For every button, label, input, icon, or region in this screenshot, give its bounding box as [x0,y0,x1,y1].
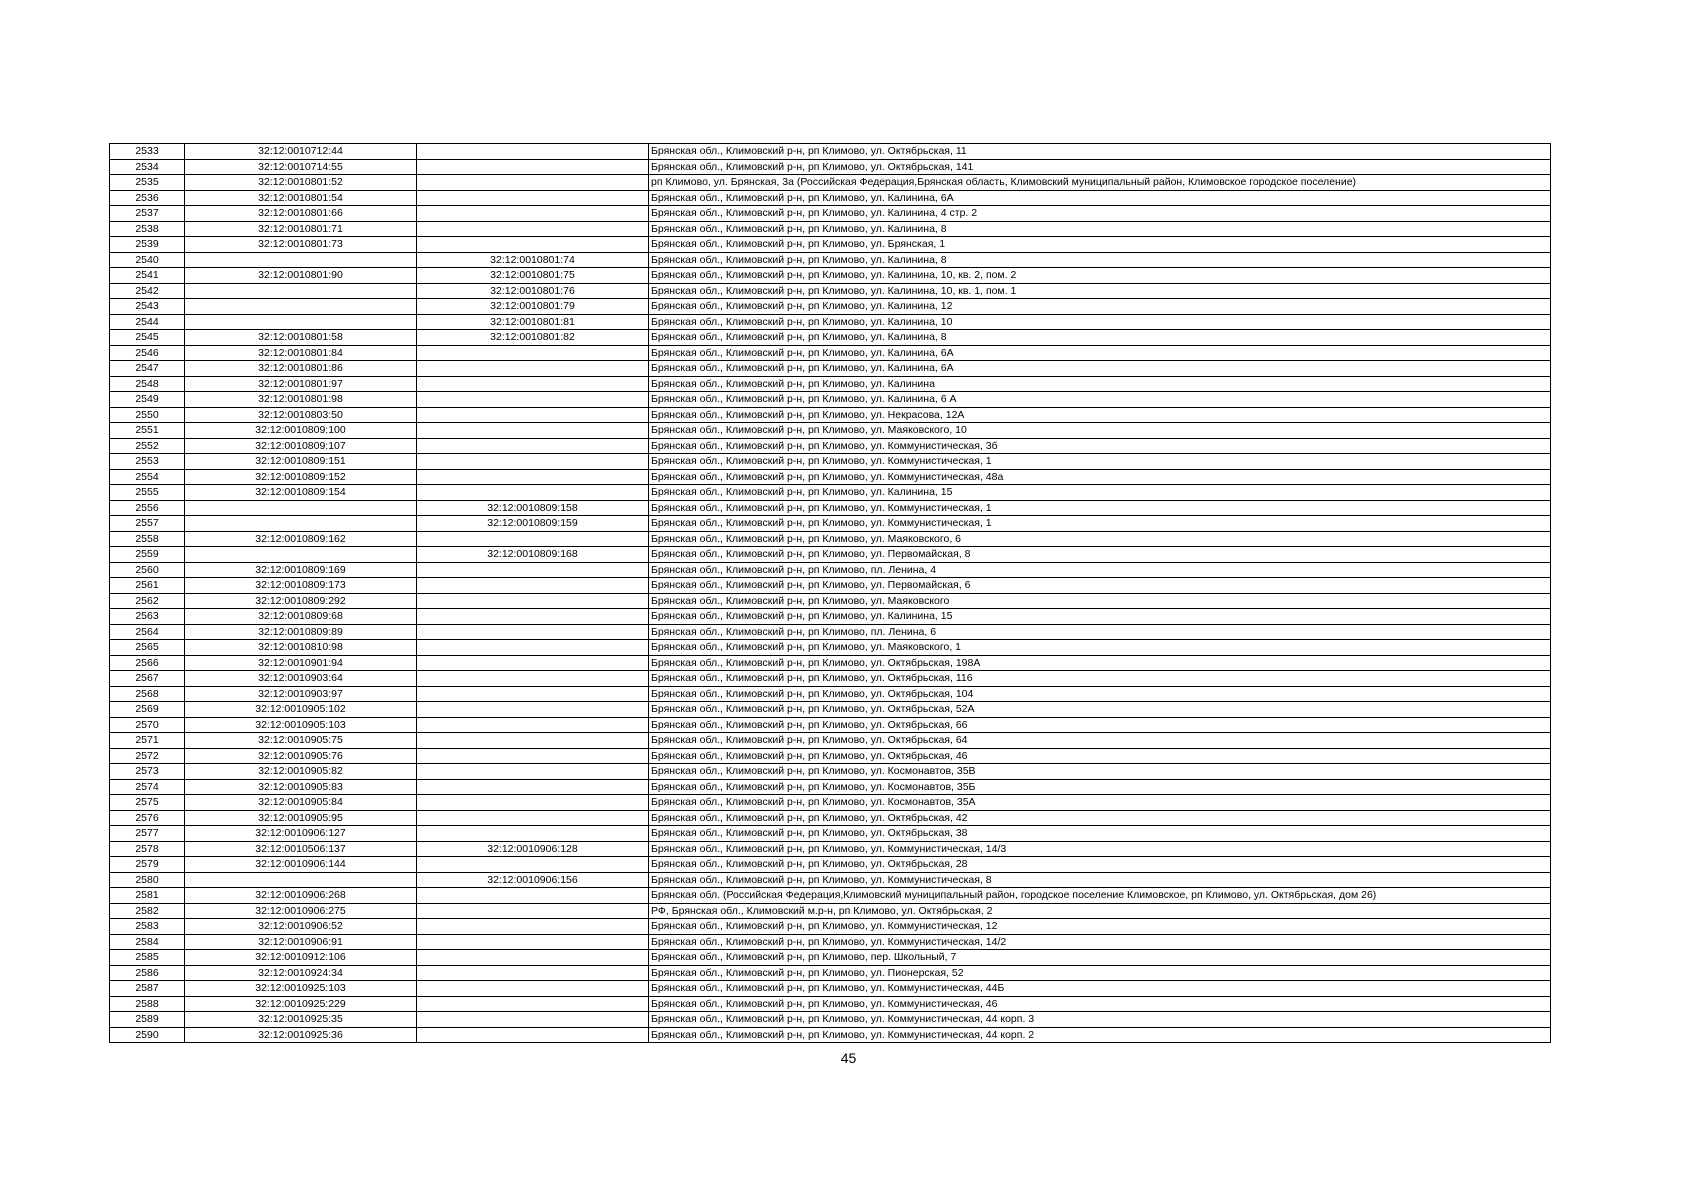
cadastral-number-2-cell [417,562,649,578]
table-row [110,423,1551,439]
row-number-cell: 2574 [110,779,185,795]
cadastral-number-cell: 32:12:0010801:86 [185,361,417,377]
cadastral-number-cell: 32:12:0010801:98 [185,392,417,408]
cadastral-number-cell: 32:12:0010801:54 [185,190,417,206]
table-row [110,624,1551,640]
cadastral-number-2-cell [417,206,649,222]
table-row [110,826,1551,842]
address-cell: Брянская обл., Климовский р-н, рп Климово, пер. Школьный, 7 [649,950,1551,966]
cadastral-number-2-cell [417,717,649,733]
row-number-cell: 2545 [110,330,185,346]
cadastral-number-cell [185,516,417,532]
cadastral-number-2-cell: 32:12:0010801:76 [417,283,649,299]
address-cell: Брянская обл., Климовский р-н, рп Климово, ул. Октябрьская, 38 [649,826,1551,842]
address-cell: Брянская обл., Климовский р-н, рп Климово, ул. Коммунистическая, 48а [649,469,1551,485]
table-row [110,795,1551,811]
table-row [110,175,1551,191]
table-row [110,857,1551,873]
cadastral-number-cell: 32:12:0010809:154 [185,485,417,501]
table-row [110,779,1551,795]
cadastral-number-2-cell [417,423,649,439]
cadastral-number-cell: 32:12:0010924:34 [185,965,417,981]
cadastral-number-cell: 32:12:0010906:127 [185,826,417,842]
cadastral-number-2-cell [417,996,649,1012]
cadastral-number-cell: 32:12:0010906:91 [185,934,417,950]
table-row [110,485,1551,501]
cadastral-number-2-cell [417,764,649,780]
cadastral-number-cell: 32:12:0010925:35 [185,1012,417,1028]
cadastral-number-2-cell [417,190,649,206]
row-number-cell: 2584 [110,934,185,950]
address-cell: Брянская обл., Климовский р-н, рп Климово, ул. Пионерская, 52 [649,965,1551,981]
cadastral-number-cell: 32:12:0010801:90 [185,268,417,284]
address-cell: Брянская обл., Климовский р-н, рп Климово, пл. Ленина, 4 [649,562,1551,578]
address-cell: Брянская обл., Климовский р-н, рп Климово, ул. Коммунистическая, 44 корп. 3 [649,1012,1551,1028]
table-row [110,314,1551,330]
cadastral-number-2-cell [417,578,649,594]
cadastral-number-2-cell [417,609,649,625]
cadastral-number-cell: 32:12:0010809:173 [185,578,417,594]
table-row [110,547,1551,563]
cadastral-number-cell: 32:12:0010809:152 [185,469,417,485]
cadastral-number-2-cell [417,175,649,191]
address-cell: Брянская обл., Климовский р-н, рп Климово, ул. Коммунистическая, 1 [649,500,1551,516]
address-cell: Брянская обл., Климовский р-н, рп Климово, ул. Октябрьская, 64 [649,733,1551,749]
cadastral-number-2-cell [417,826,649,842]
cadastral-number-2-cell: 32:12:0010809:168 [417,547,649,563]
cadastral-number-cell: 32:12:0010925:103 [185,981,417,997]
cadastral-number-2-cell [417,159,649,175]
row-number-cell: 2561 [110,578,185,594]
cadastral-number-2-cell [417,950,649,966]
address-cell: Брянская обл., Климовский р-н, рп Климово, ул. Некрасова, 12А [649,407,1551,423]
cadastral-number-cell: 32:12:0010712:44 [185,144,417,160]
row-number-cell: 2567 [110,671,185,687]
address-cell: РФ, Брянская обл., Климовский м.р-н, рп Климово, ул. Октябрьская, 2 [649,903,1551,919]
table-row [110,640,1551,656]
row-number-cell: 2587 [110,981,185,997]
address-cell: Брянская обл., Климовский р-н, рп Климово, ул. Коммунистическая, 44Б [649,981,1551,997]
address-cell: Брянская обл., Климовский р-н, рп Климово, ул. Октябрьская, 104 [649,686,1551,702]
cadastral-number-cell: 32:12:0010905:83 [185,779,417,795]
row-number-cell: 2551 [110,423,185,439]
row-number-cell: 2579 [110,857,185,873]
table-row [110,516,1551,532]
cadastral-number-cell: 32:12:0010506:137 [185,841,417,857]
row-number-cell: 2573 [110,764,185,780]
table-row [110,888,1551,904]
address-cell: Брянская обл., Климовский р-н, рп Климово, ул. Калинина, 4 стр. 2 [649,206,1551,222]
row-number-cell: 2540 [110,252,185,268]
address-cell: Брянская обл., Климовский р-н, рп Климово, ул. Маяковского, 10 [649,423,1551,439]
table-row [110,748,1551,764]
address-cell: Брянская обл., Климовский р-н, рп Климово, ул. Октябрьская, 11 [649,144,1551,160]
address-cell: Брянская обл., Климовский р-н, рп Климово, ул. Калинина, 15 [649,609,1551,625]
row-number-cell: 2568 [110,686,185,702]
address-cell: Брянская обл., Климовский р-н, рп Климово, ул. Октябрьская, 116 [649,671,1551,687]
property-table [109,143,1551,1043]
cadastral-number-cell: 32:12:0010903:97 [185,686,417,702]
table-row [110,934,1551,950]
address-cell: Брянская обл., Климовский р-н, рп Климово, ул. Коммунистическая, 14/3 [649,841,1551,857]
cadastral-number-2-cell [417,392,649,408]
table-row [110,206,1551,222]
cadastral-number-cell: 32:12:0010905:103 [185,717,417,733]
row-number-cell: 2542 [110,283,185,299]
table-row [110,531,1551,547]
row-number-cell: 2562 [110,593,185,609]
row-number-cell: 2582 [110,903,185,919]
cadastral-number-2-cell: 32:12:0010809:159 [417,516,649,532]
address-cell: Брянская обл., Климовский р-н, рп Климово, ул. Коммунистическая, 3б [649,438,1551,454]
property-table-body [110,144,1551,1043]
row-number-cell: 2535 [110,175,185,191]
row-number-cell: 2575 [110,795,185,811]
row-number-cell: 2571 [110,733,185,749]
table-row [110,593,1551,609]
table-row [110,330,1551,346]
address-cell: Брянская обл., Климовский р-н, рп Климово, ул. Калинина [649,376,1551,392]
table-row [110,221,1551,237]
cadastral-number-2-cell [417,640,649,656]
row-number-cell: 2559 [110,547,185,563]
cadastral-number-2-cell [417,454,649,470]
row-number-cell: 2555 [110,485,185,501]
table-row [110,562,1551,578]
cadastral-number-2-cell [417,795,649,811]
row-number-cell: 2548 [110,376,185,392]
row-number-cell: 2577 [110,826,185,842]
cadastral-number-cell [185,314,417,330]
row-number-cell: 2557 [110,516,185,532]
table-row [110,283,1551,299]
cadastral-number-2-cell: 32:12:0010809:158 [417,500,649,516]
table-row [110,469,1551,485]
row-number-cell: 2552 [110,438,185,454]
cadastral-number-cell [185,500,417,516]
address-cell: Брянская обл., Климовский р-н, рп Климово, ул. Калинина, 8 [649,252,1551,268]
address-cell: Брянская обл., Климовский р-н, рп Климово, ул. Калинина, 8 [649,221,1551,237]
cadastral-number-cell: 32:12:0010809:151 [185,454,417,470]
address-cell: Брянская обл., Климовский р-н, рп Климово, ул. Коммунистическая, 8 [649,872,1551,888]
cadastral-number-cell: 32:12:0010809:68 [185,609,417,625]
cadastral-number-2-cell [417,345,649,361]
row-number-cell: 2556 [110,500,185,516]
cadastral-number-2-cell [417,407,649,423]
row-number-cell: 2554 [110,469,185,485]
cadastral-number-2-cell: 32:12:0010801:79 [417,299,649,315]
cadastral-number-cell: 32:12:0010801:58 [185,330,417,346]
table-row [110,237,1551,253]
address-cell: Брянская обл., Климовский р-н, рп Климово, ул. Космонавтов, 35В [649,764,1551,780]
table-row [110,1027,1551,1043]
row-number-cell: 2566 [110,655,185,671]
table-row [110,345,1551,361]
table-row [110,717,1551,733]
table-row [110,1012,1551,1028]
row-number-cell: 2588 [110,996,185,1012]
cadastral-number-2-cell [417,981,649,997]
table-row [110,392,1551,408]
cadastral-number-cell: 32:12:0010801:97 [185,376,417,392]
row-number-cell: 2572 [110,748,185,764]
cadastral-number-cell: 32:12:0010906:275 [185,903,417,919]
row-number-cell: 2541 [110,268,185,284]
cadastral-number-cell: 32:12:0010809:292 [185,593,417,609]
address-cell: Брянская обл., Климовский р-н, рп Климово, ул. Калинина, 6А [649,345,1551,361]
row-number-cell: 2546 [110,345,185,361]
table-row [110,361,1551,377]
cadastral-number-cell: 32:12:0010801:71 [185,221,417,237]
address-cell: Брянская обл., Климовский р-н, рп Климово, ул. Коммунистическая, 44 корп. 2 [649,1027,1551,1043]
address-cell: Брянская обл., Климовский р-н, рп Климово, ул. Калинина, 10, кв. 1, пом. 1 [649,283,1551,299]
address-cell: Брянская обл., Климовский р-н, рп Климово, пл. Ленина, 6 [649,624,1551,640]
address-cell: Брянская обл., Климовский р-н, рп Климово, ул. Калинина, 6А [649,190,1551,206]
table-row [110,438,1551,454]
row-number-cell: 2560 [110,562,185,578]
cadastral-number-cell: 32:12:0010905:84 [185,795,417,811]
cadastral-number-2-cell: 32:12:0010801:74 [417,252,649,268]
cadastral-number-2-cell [417,438,649,454]
cadastral-number-cell [185,872,417,888]
row-number-cell: 2578 [110,841,185,857]
row-number-cell: 2539 [110,237,185,253]
cadastral-number-cell: 32:12:0010809:100 [185,423,417,439]
cadastral-number-2-cell: 32:12:0010906:128 [417,841,649,857]
cadastral-number-cell: 32:12:0010901:94 [185,655,417,671]
cadastral-number-2-cell [417,361,649,377]
address-cell: Брянская обл., Климовский р-н, рп Климово, ул. Коммунистическая, 1 [649,454,1551,470]
table-row [110,981,1551,997]
address-cell: Брянская обл., Климовский р-н, рп Климово, ул. Октябрьская, 66 [649,717,1551,733]
row-number-cell: 2580 [110,872,185,888]
cadastral-number-cell: 32:12:0010905:82 [185,764,417,780]
row-number-cell: 2586 [110,965,185,981]
address-cell: Брянская обл., Климовский р-н, рп Климово, ул. Калинина, 6 А [649,392,1551,408]
table-row [110,609,1551,625]
cadastral-number-cell: 32:12:0010905:75 [185,733,417,749]
address-cell: Брянская обл., Климовский р-н, рп Климово, ул. Калинина, 10 [649,314,1551,330]
table-row [110,903,1551,919]
table-row [110,655,1551,671]
address-cell: Брянская обл., Климовский р-н, рп Климово, ул. Октябрьская, 46 [649,748,1551,764]
cadastral-number-2-cell: 32:12:0010906:156 [417,872,649,888]
table-row [110,764,1551,780]
row-number-cell: 2533 [110,144,185,160]
cadastral-number-2-cell [417,593,649,609]
cadastral-number-2-cell [417,144,649,160]
row-number-cell: 2570 [110,717,185,733]
table-row [110,671,1551,687]
table-row [110,919,1551,935]
table-row [110,376,1551,392]
row-number-cell: 2585 [110,950,185,966]
row-number-cell: 2583 [110,919,185,935]
cadastral-number-2-cell [417,733,649,749]
cadastral-number-cell: 32:12:0010714:55 [185,159,417,175]
table-row [110,686,1551,702]
cadastral-number-cell [185,299,417,315]
row-number-cell: 2547 [110,361,185,377]
address-cell: Брянская обл., Климовский р-н, рп Климово, ул. Калинина, 6А [649,361,1551,377]
table-row [110,252,1551,268]
row-number-cell: 2536 [110,190,185,206]
row-number-cell: 2590 [110,1027,185,1043]
cadastral-number-2-cell [417,237,649,253]
row-number-cell: 2563 [110,609,185,625]
table-row [110,841,1551,857]
cadastral-number-2-cell: 32:12:0010801:82 [417,330,649,346]
cadastral-number-cell: 32:12:0010809:89 [185,624,417,640]
cadastral-number-2-cell: 32:12:0010801:81 [417,314,649,330]
table-row [110,965,1551,981]
cadastral-number-2-cell [417,531,649,547]
cadastral-number-2-cell [417,1027,649,1043]
cadastral-number-2-cell [417,221,649,237]
address-cell: Брянская обл., Климовский р-н, рп Климово, ул. Коммунистическая, 14/2 [649,934,1551,950]
address-cell: Брянская обл., Климовский р-н, рп Климово, ул. Первомайская, 6 [649,578,1551,594]
table-row [110,299,1551,315]
address-cell: Брянская обл., Климовский р-н, рп Климово, ул. Коммунистическая, 46 [649,996,1551,1012]
cadastral-number-2-cell [417,857,649,873]
cadastral-number-cell: 32:12:0010803:50 [185,407,417,423]
table-row [110,996,1551,1012]
address-cell: Брянская обл., Климовский р-н, рп Климово, ул. Калинина, 8 [649,330,1551,346]
cadastral-number-cell [185,547,417,563]
cadastral-number-2-cell [417,779,649,795]
cadastral-number-cell: 32:12:0010809:169 [185,562,417,578]
cadastral-number-cell [185,252,417,268]
cadastral-number-2-cell [417,469,649,485]
table-row [110,810,1551,826]
cadastral-number-cell: 32:12:0010906:52 [185,919,417,935]
table-row [110,733,1551,749]
cadastral-number-cell: 32:12:0010905:102 [185,702,417,718]
cadastral-number-cell: 32:12:0010809:162 [185,531,417,547]
table-row [110,268,1551,284]
cadastral-number-cell: 32:12:0010912:106 [185,950,417,966]
address-cell: Брянская обл., Климовский р-н, рп Климово, ул. Маяковского [649,593,1551,609]
cadastral-number-2-cell [417,702,649,718]
address-cell: Брянская обл., Климовский р-н, рп Климово, ул. Брянская, 1 [649,237,1551,253]
address-cell: Брянская обл., Климовский р-н, рп Климово, ул. Маяковского, 6 [649,531,1551,547]
cadastral-number-cell: 32:12:0010801:84 [185,345,417,361]
cadastral-number-cell: 32:12:0010810:98 [185,640,417,656]
cadastral-number-2-cell [417,748,649,764]
row-number-cell: 2564 [110,624,185,640]
address-cell: Брянская обл., Климовский р-н, рп Климово, ул. Октябрьская, 52А [649,702,1551,718]
address-cell: Брянская обл., Климовский р-н, рп Климово, ул. Коммунистическая, 1 [649,516,1551,532]
address-cell: Брянская обл., Климовский р-н, рп Климово, ул. Октябрьская, 28 [649,857,1551,873]
cadastral-number-cell: 32:12:0010903:64 [185,671,417,687]
row-number-cell: 2550 [110,407,185,423]
row-number-cell: 2553 [110,454,185,470]
cadastral-number-2-cell [417,934,649,950]
row-number-cell: 2558 [110,531,185,547]
row-number-cell: 2543 [110,299,185,315]
cadastral-number-2-cell [417,965,649,981]
cadastral-number-cell: 32:12:0010801:73 [185,237,417,253]
cadastral-number-cell: 32:12:0010905:76 [185,748,417,764]
row-number-cell: 2544 [110,314,185,330]
address-cell: Брянская обл., Климовский р-н, рп Климово, ул. Космонавтов, 35Б [649,779,1551,795]
cadastral-number-2-cell [417,376,649,392]
cadastral-number-2-cell [417,810,649,826]
table-row [110,500,1551,516]
row-number-cell: 2581 [110,888,185,904]
cadastral-number-cell: 32:12:0010925:36 [185,1027,417,1043]
row-number-cell: 2537 [110,206,185,222]
address-cell: рп Климово, ул. Брянская, 3а (Российская Федерация,Брянская область, Климовский муниципальный район, Климовское городское поселение) [649,175,1551,191]
cadastral-number-2-cell [417,671,649,687]
cadastral-number-cell: 32:12:0010801:52 [185,175,417,191]
table-row [110,702,1551,718]
cadastral-number-2-cell [417,1012,649,1028]
address-cell: Брянская обл. (Российская Федерация,Климовский муниципальный район, городское поселение Климовское, рп Климово, ул. Октябрьская, дом 26) [649,888,1551,904]
address-cell: Брянская обл., Климовский р-н, рп Климово, ул. Октябрьская, 141 [649,159,1551,175]
address-cell: Брянская обл., Климовский р-н, рп Климово, ул. Октябрьская, 42 [649,810,1551,826]
cadastral-number-2-cell [417,686,649,702]
cadastral-number-cell: 32:12:0010905:95 [185,810,417,826]
cadastral-number-cell: 32:12:0010801:66 [185,206,417,222]
cadastral-number-cell: 32:12:0010906:144 [185,857,417,873]
cadastral-number-2-cell [417,624,649,640]
address-cell: Брянская обл., Климовский р-н, рп Климово, ул. Калинина, 15 [649,485,1551,501]
row-number-cell: 2576 [110,810,185,826]
address-cell: Брянская обл., Климовский р-н, рп Климово, ул. Космонавтов, 35А [649,795,1551,811]
page-number: 45 [840,1050,857,1066]
cadastral-number-2-cell [417,655,649,671]
address-cell: Брянская обл., Климовский р-н, рп Климово, ул. Калинина, 10, кв. 2, пом. 2 [649,268,1551,284]
cadastral-number-cell: 32:12:0010809:107 [185,438,417,454]
cadastral-number-2-cell [417,919,649,935]
row-number-cell: 2569 [110,702,185,718]
row-number-cell: 2589 [110,1012,185,1028]
row-number-cell: 2565 [110,640,185,656]
table-row [110,407,1551,423]
cadastral-number-cell [185,283,417,299]
address-cell: Брянская обл., Климовский р-н, рп Климово, ул. Октябрьская, 198А [649,655,1551,671]
table-row [110,578,1551,594]
table-row [110,159,1551,175]
cadastral-number-2-cell [417,485,649,501]
table-row [110,190,1551,206]
table-row [110,144,1551,160]
address-cell: Брянская обл., Климовский р-н, рп Климово, ул. Маяковского, 1 [649,640,1551,656]
cadastral-number-cell: 32:12:0010906:268 [185,888,417,904]
cadastral-number-cell: 32:12:0010925:229 [185,996,417,1012]
row-number-cell: 2549 [110,392,185,408]
table-row [110,454,1551,470]
row-number-cell: 2534 [110,159,185,175]
cadastral-number-2-cell [417,888,649,904]
row-number-cell: 2538 [110,221,185,237]
address-cell: Брянская обл., Климовский р-н, рп Климово, ул. Первомайская, 8 [649,547,1551,563]
table-row [110,872,1551,888]
address-cell: Брянская обл., Климовский р-н, рп Климово, ул. Коммунистическая, 12 [649,919,1551,935]
cadastral-number-2-cell [417,903,649,919]
table-row [110,950,1551,966]
address-cell: Брянская обл., Климовский р-н, рп Климово, ул. Калинина, 12 [649,299,1551,315]
cadastral-number-2-cell: 32:12:0010801:75 [417,268,649,284]
